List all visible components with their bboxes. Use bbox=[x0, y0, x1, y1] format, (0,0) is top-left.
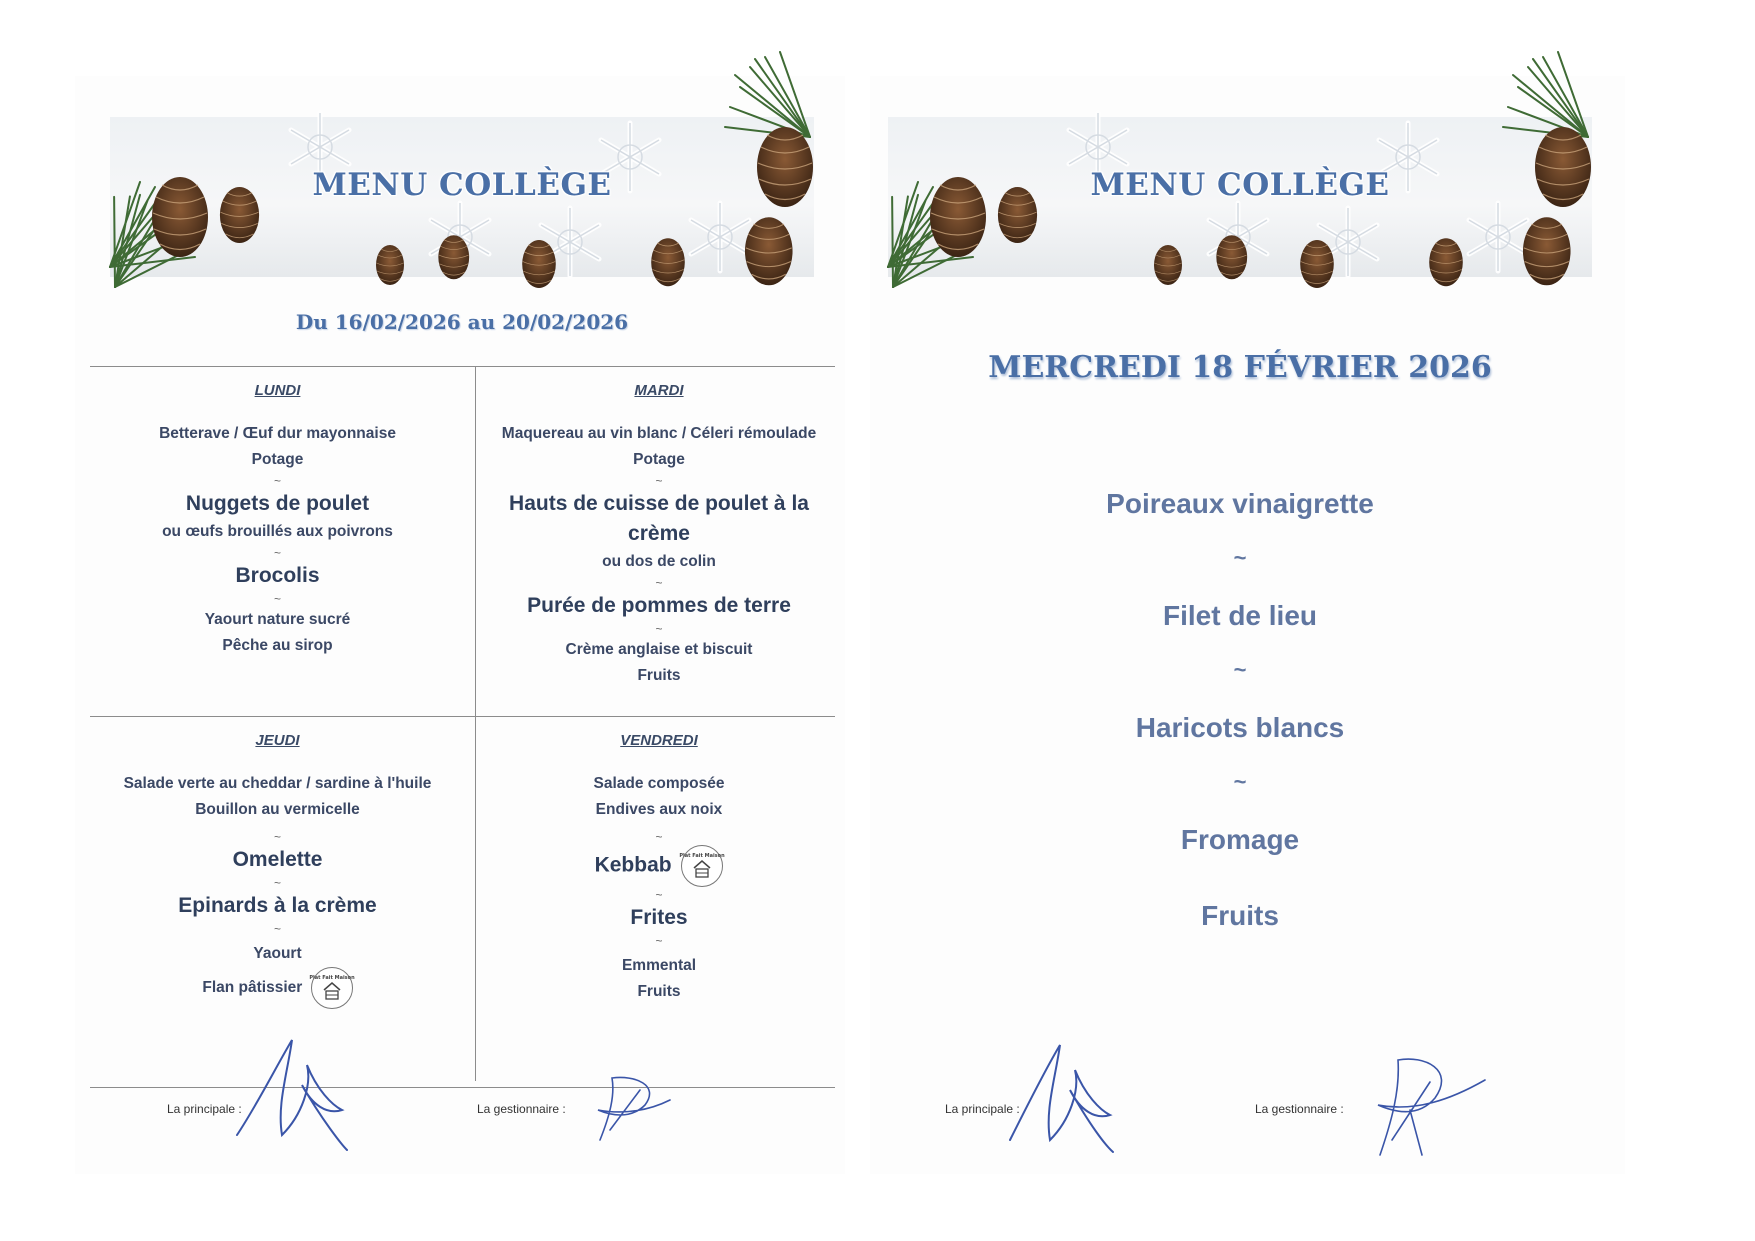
side-dish: Epinards à la crème bbox=[178, 894, 377, 917]
menu-item: Fromage bbox=[1180, 824, 1300, 855]
manager-signature-label: La gestionnaire : bbox=[477, 1102, 566, 1116]
day-cell-jeudi bbox=[90, 732, 465, 1009]
day-name: VENDREDI bbox=[620, 732, 698, 749]
separator: ~ bbox=[1233, 545, 1247, 570]
manager-signature bbox=[590, 1070, 680, 1145]
principal-signature-label: La principale : bbox=[945, 1102, 1020, 1116]
separator: ~ bbox=[655, 888, 663, 902]
starter: Potage bbox=[251, 451, 304, 468]
grid-line bbox=[475, 366, 476, 1081]
day-heading: MERCREDI 18 FÉVRIER 2026 bbox=[988, 350, 1492, 385]
side-dish: Frites bbox=[630, 906, 688, 929]
separator: ~ bbox=[273, 922, 281, 936]
dessert: Yaourt nature sucré bbox=[204, 611, 351, 628]
separator: ~ bbox=[1233, 769, 1247, 794]
homemade-badge-icon bbox=[679, 845, 726, 887]
banner-title: MENU COLLÈGE bbox=[312, 167, 612, 203]
alternative-dish: ou œufs brouillés aux poivrons bbox=[162, 523, 393, 540]
manager-signature bbox=[1370, 1050, 1490, 1160]
dessert: Fruits bbox=[637, 667, 681, 684]
banner-title: MENU COLLÈGE bbox=[1090, 167, 1390, 203]
day-cell-mardi bbox=[478, 382, 840, 689]
separator: ~ bbox=[273, 830, 281, 844]
day-cell-vendredi bbox=[478, 732, 840, 1005]
daily-menu bbox=[1050, 488, 1430, 940]
main-dish: Nuggets de poulet bbox=[185, 492, 370, 515]
dessert-row bbox=[90, 967, 465, 1009]
separator: ~ bbox=[655, 934, 663, 948]
manager-signature-label: La gestionnaire : bbox=[1255, 1102, 1344, 1116]
separator: ~ bbox=[1233, 657, 1247, 682]
separator: ~ bbox=[655, 830, 663, 844]
menu-item: Fruits bbox=[1201, 900, 1279, 931]
starter: Salade composée bbox=[593, 775, 725, 792]
side-dish: Brocolis bbox=[235, 564, 320, 587]
side-dish: Purée de pommes de terre bbox=[527, 594, 791, 617]
separator: ~ bbox=[655, 576, 663, 590]
separator: ~ bbox=[273, 474, 281, 488]
separator: ~ bbox=[273, 592, 281, 606]
separator: ~ bbox=[655, 474, 663, 488]
day-cell-lundi bbox=[90, 382, 465, 659]
separator: ~ bbox=[273, 546, 281, 560]
starter: Betterave / Œuf dur mayonnaise bbox=[159, 425, 396, 442]
menu-item: Poireaux vinaigrette bbox=[1106, 488, 1374, 519]
day-name: JEUDI bbox=[255, 732, 300, 749]
dessert: Pêche au sirop bbox=[222, 637, 333, 654]
alternative-dish: ou dos de colin bbox=[602, 553, 716, 570]
dessert: Fruits bbox=[637, 983, 681, 1000]
separator: ~ bbox=[655, 622, 663, 636]
dessert: Yaourt bbox=[253, 945, 302, 962]
grid-line bbox=[90, 1087, 835, 1088]
badge-text: Plat Fait Maison bbox=[308, 975, 355, 981]
day-name: MARDI bbox=[634, 382, 684, 399]
menu-item: Filet de lieu bbox=[1162, 600, 1318, 631]
main-dish: Hauts de cuisse de poulet à la crème bbox=[509, 492, 809, 545]
grid-line bbox=[90, 366, 835, 367]
starter: Maquereau au vin blanc / Céleri rémoulade bbox=[501, 425, 817, 442]
day-name: LUNDI bbox=[254, 382, 301, 399]
main-dish: Omelette bbox=[232, 848, 323, 871]
menu-banner-left bbox=[110, 117, 814, 277]
dessert: Emmental bbox=[621, 957, 697, 974]
starter: Potage bbox=[633, 451, 685, 468]
menu-banner-right bbox=[888, 117, 1592, 277]
starter: Salade verte au cheddar / sardine à l'huile bbox=[123, 775, 432, 792]
grid-line bbox=[90, 716, 835, 717]
dessert: Crème anglaise et biscuit bbox=[565, 641, 753, 658]
starter: Bouillon au vermicelle bbox=[195, 801, 360, 818]
principal-signature bbox=[1005, 1040, 1135, 1160]
main-dish-row bbox=[478, 845, 840, 887]
badge-text: Plat Fait Maison bbox=[679, 853, 726, 859]
principal-signature-label: La principale : bbox=[167, 1102, 242, 1116]
menu-item: Haricots blancs bbox=[1135, 712, 1345, 743]
principal-signature bbox=[232, 1035, 372, 1155]
separator: ~ bbox=[273, 876, 281, 890]
starter: Endives aux noix bbox=[595, 801, 723, 818]
main-dish: Kebbab bbox=[594, 853, 672, 877]
dessert: Flan pâtissier bbox=[202, 979, 303, 997]
date-range: Du 16/02/2026 au 20/02/2026 bbox=[295, 310, 629, 334]
homemade-badge-icon bbox=[308, 967, 355, 1009]
